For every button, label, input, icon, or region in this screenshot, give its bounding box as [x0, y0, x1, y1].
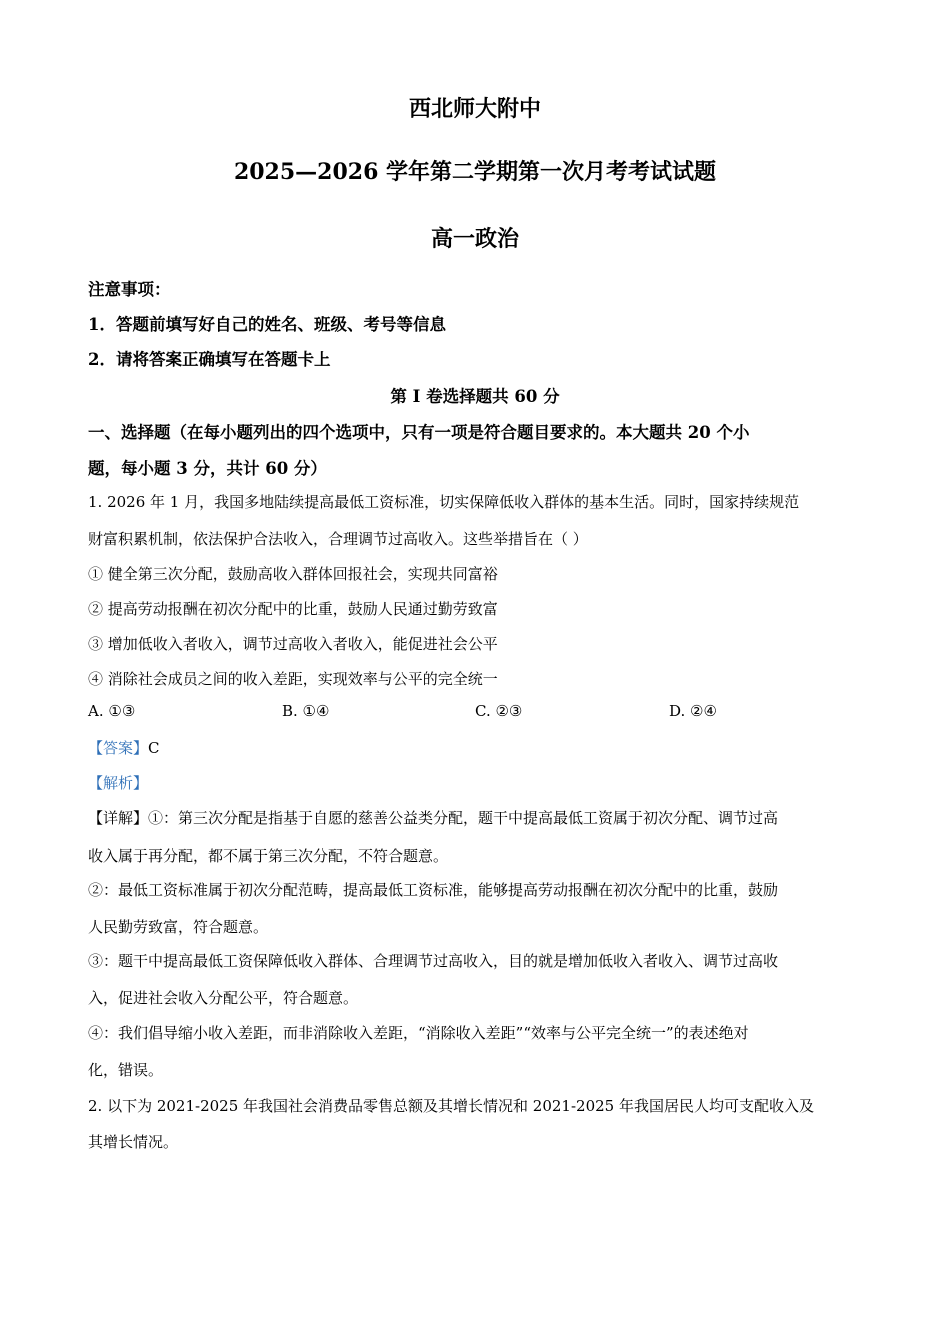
question-stem: 财富积累机制，依法保护合法收入，合理调节过高收入。这些举措旨在（ ）	[88, 530, 588, 548]
option-b: B. ①④	[282, 702, 330, 720]
statement-item: ③ 增加低收入者收入，调节过高收入者收入，能促进社会公平	[88, 635, 498, 653]
question-stem: 2. 以下为 2021-2025 年我国社会消费品零售总额及其增长情况和 2021-2025 年我国居民人均可支配收入及	[88, 1097, 814, 1115]
analysis-label: 【解析】	[88, 774, 149, 792]
volume-title: 第 I 卷选择题共 60 分	[390, 387, 560, 406]
notice-heading: 注意事项：	[88, 280, 171, 299]
analysis-line: ④：我们倡导缩小收入差距，而非消除收入差距，“消除收入差距”“效率与公平完全统一”的表述绝对	[88, 1024, 749, 1042]
analysis-line: ②：最低工资标准属于初次分配范畴，提高最低工资标准，能够提高劳动报酬在初次分配中的比重，鼓励	[88, 881, 779, 899]
subject-title: 高一政治	[430, 226, 519, 252]
analysis-line: 化，错误。	[88, 1061, 164, 1079]
answer-value: C	[148, 739, 160, 757]
question-stem: 1. 2026 年 1 月，我国多地陆续提高最低工资标准，切实保障低收入群体的基本生活。同时，国家持续规范	[88, 493, 800, 511]
notice-item: 1．答题前填写好自己的姓名、班级、考号等信息	[88, 315, 446, 334]
analysis-line: ③：题干中提高最低工资保障低收入群体、合理调节过高收入，目的就是增加低收入者收入、调节过高收	[88, 952, 779, 970]
statement-item: ② 提高劳动报酬在初次分配中的比重，鼓励人民通过勤劳致富	[88, 600, 498, 618]
option-c: C. ②③	[475, 702, 523, 720]
option-a: A. ①③	[88, 702, 136, 720]
answer-label: 【答案】	[88, 739, 149, 757]
analysis-line: 收入属于再分配，都不属于第三次分配，不符合题意。	[88, 847, 449, 865]
section-instruction: 一、选择题（在每小题列出的四个选项中，只有一项是符合题目要求的。本大题共 20 个小	[88, 423, 750, 442]
notice-item: 2．请将答案正确填写在答题卡上	[88, 350, 331, 369]
statement-item: ① 健全第三次分配，鼓励高收入群体回报社会，实现共同富裕	[88, 565, 498, 583]
exam-title: 2025—2026 学年第二学期第一次月考考试试题	[233, 159, 717, 185]
statement-item: ④ 消除社会成员之间的收入差距，实现效率与公平的完全统一	[88, 670, 498, 688]
answer-line	[88, 737, 160, 758]
section-instruction: 题，每小题 3 分，共计 60 分）	[88, 459, 327, 478]
analysis-line: 人民勤劳致富，符合题意。	[88, 918, 269, 936]
analysis-line: 入，促进社会收入分配公平，符合题意。	[88, 989, 359, 1007]
analysis-line: 【详解】①：第三次分配是指基于自愿的慈善公益类分配，题干中提高最低工资属于初次分配、调节过高	[88, 809, 779, 827]
option-d: D. ②④	[669, 702, 717, 720]
school-name: 西北师大附中	[408, 96, 541, 122]
question-stem: 其增长情况。	[88, 1133, 179, 1151]
